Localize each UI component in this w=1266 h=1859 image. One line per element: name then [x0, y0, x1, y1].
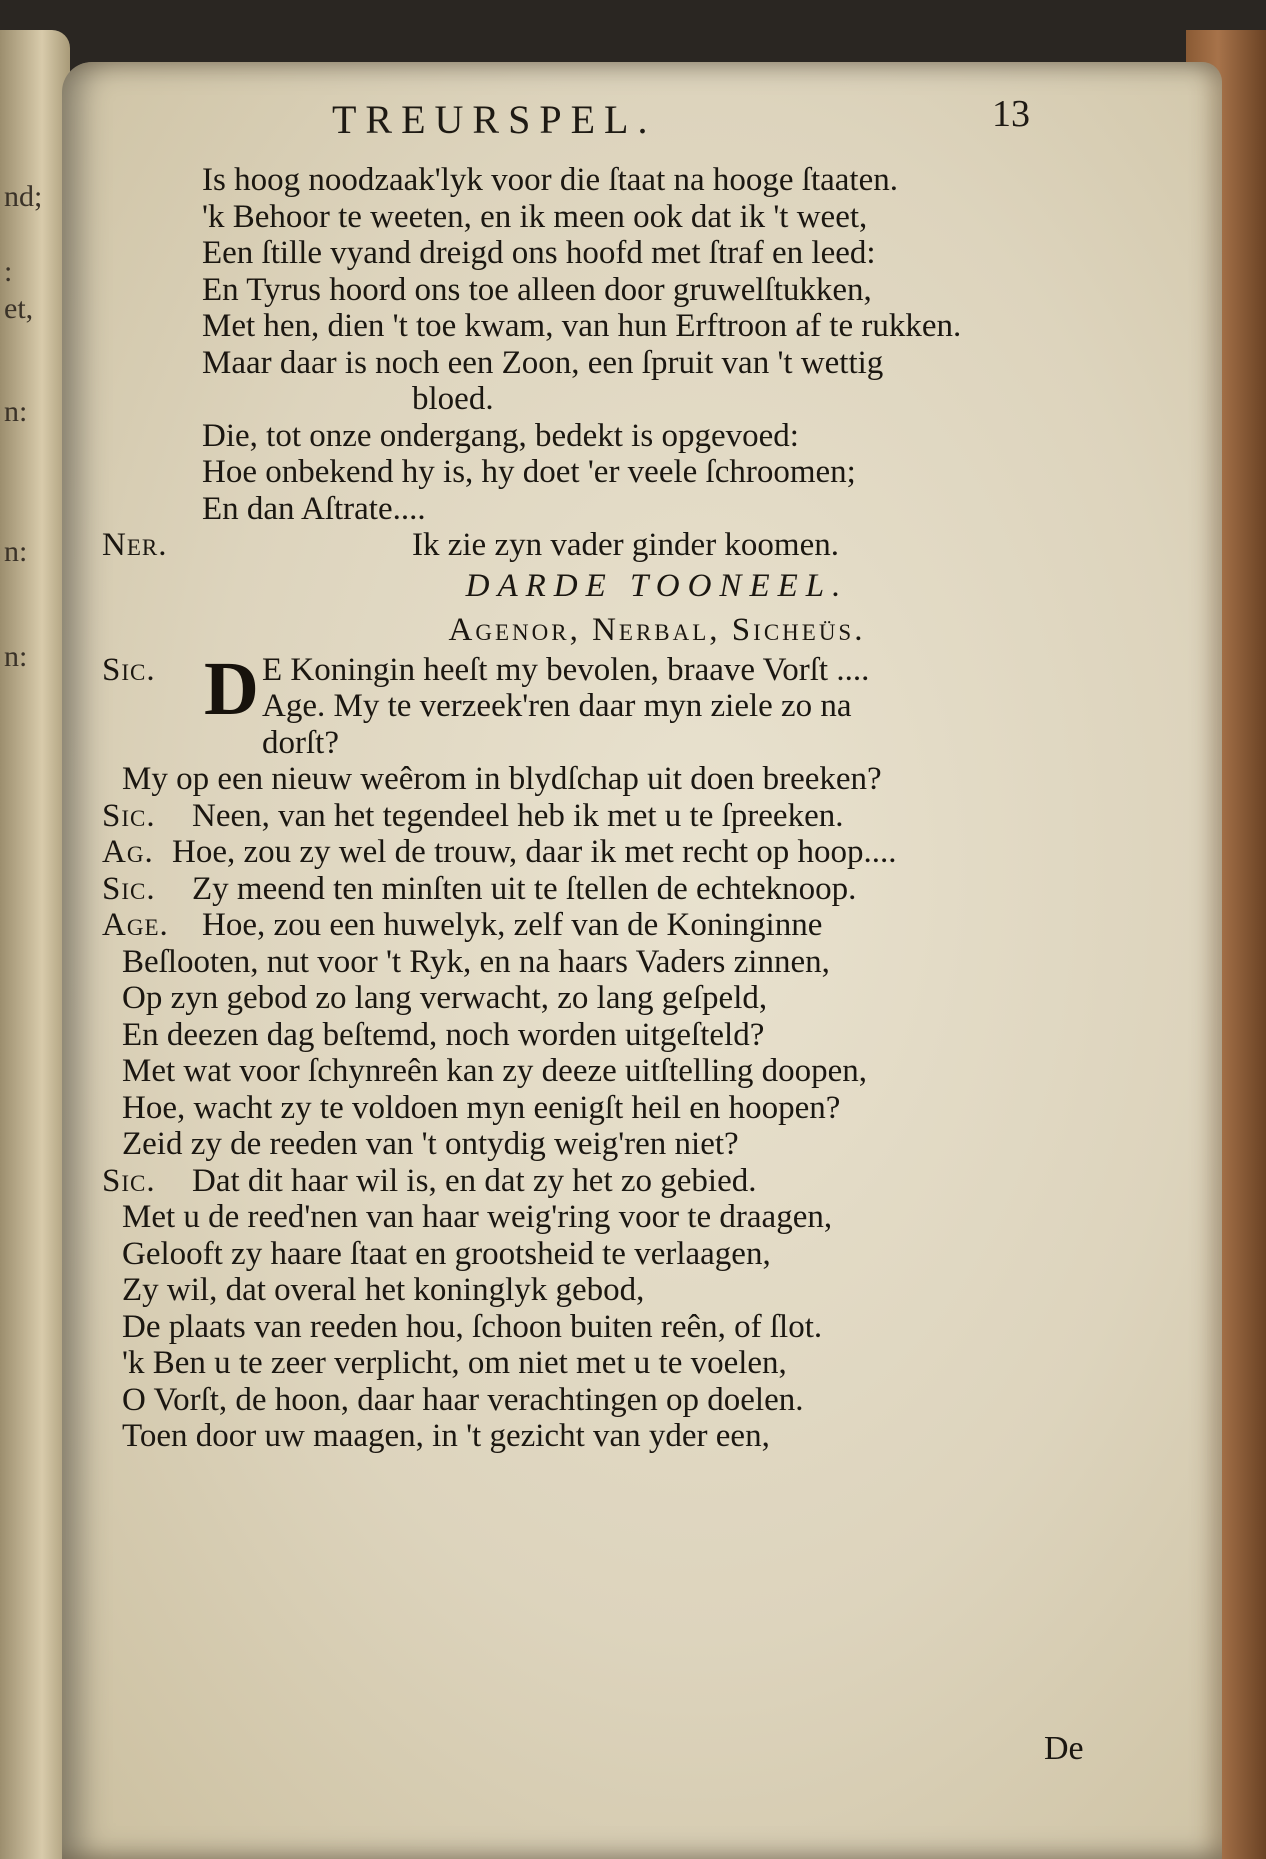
- verse-line: [102, 944, 1152, 981]
- facing-page-fragment: n:: [4, 640, 28, 673]
- verse-text: Een ſtille vyand dreigd ons hoofd met ſtraf en leed:: [202, 235, 876, 271]
- verse-text: Met hen, dien 't toe kwam, van hun Erftroon af te rukken.: [202, 308, 962, 344]
- scene-characters: Agenor, Nerbal, Sicheüs.: [448, 611, 866, 648]
- verse-text: Beſlooten, nut voor 't Ryk, en na haars Vaders zinnen,: [122, 943, 830, 980]
- catchword: De: [1044, 1730, 1084, 1767]
- verse-text: Neen, van het tegendeel heb ik met u te ſpreeken.: [192, 797, 844, 834]
- speaker-label: Age.: [102, 907, 169, 943]
- verse-text: Ik zie zyn vader ginder koomen.: [412, 527, 840, 563]
- verse-line: [102, 308, 1152, 345]
- verse-line: [102, 688, 1152, 725]
- verse-line: [102, 454, 1152, 491]
- verse-text: Is hoog noodzaak'lyk voor die ſtaat na hooge ſtaaten.: [202, 162, 898, 198]
- scene-title: DARDE TOONEEL.: [465, 567, 849, 604]
- verse-text: En Tyrus hoord ons toe alleen door gruwelſtukken,: [202, 271, 872, 308]
- verse-text: E Koningin heeſt my bevolen, braave Vorſt ....: [262, 651, 870, 688]
- page-header: [62, 93, 1222, 156]
- verse-line: [102, 527, 1152, 564]
- verse-text: Gelooft zy haare ſtaat en grootsheid te verlaagen,: [122, 1235, 771, 1272]
- verse-text: Hoe onbekend hy is, hy doet 'er veele ſchroomen;: [202, 454, 856, 490]
- speech-block-bottom: [102, 646, 1152, 1455]
- verse-line: [102, 1017, 1152, 1054]
- verse-text: My op een nieuw weêrom in blydſchap uit doen breeken?: [122, 761, 882, 797]
- verse-text: Toen door uw maagen, in 't gezicht van yder een,: [122, 1418, 770, 1454]
- verse-text: Hoe, zou een huwelyk, zelf van de Koninginne: [202, 907, 823, 943]
- speaker-label: Ner.: [102, 527, 168, 563]
- verse-text: Met u de reed'nen van haar weig'ring voor te draagen,: [122, 1199, 833, 1235]
- page-number: 13: [992, 93, 1030, 135]
- facing-page-fragment: :: [4, 255, 13, 288]
- verse-text: Hoe, zou zy wel de trouw, daar ik met recht op hoop....: [172, 834, 897, 870]
- verse-line: [102, 1053, 1152, 1090]
- verse-text: Hoe, wacht zy te voldoen myn eenigſt heil en hoopen?: [122, 1089, 841, 1126]
- verse-text: Zeid zy de reeden van 't ontydig weig'ren niet?: [122, 1126, 739, 1162]
- verse-line: [102, 162, 1152, 199]
- speaker-label: Sic.: [102, 797, 156, 834]
- verse-text: 'k Ben u te zeer verplicht, om niet met u te voelen,: [122, 1345, 787, 1381]
- verse-line: [102, 1236, 1152, 1273]
- verse-line: [102, 798, 1152, 835]
- verse-line: [102, 1418, 1152, 1455]
- verse-line: [102, 761, 1152, 798]
- verse-line: [102, 1272, 1152, 1309]
- verse-line: [102, 381, 1152, 418]
- verse-text: En deezen dag beſtemd, noch worden uitgeſteld?: [122, 1016, 765, 1053]
- verse-text: bloed.: [412, 381, 494, 417]
- verse-line: [102, 1309, 1152, 1346]
- verse-line: [102, 871, 1152, 908]
- verse-line: [102, 272, 1152, 309]
- verse-text: Zy meend ten minſten uit te ſtellen de echteknoop.: [192, 870, 857, 907]
- verse-line: [102, 980, 1152, 1017]
- facing-page-fragment: nd;: [4, 180, 43, 213]
- verse-text: En dan Aſtrate....: [202, 490, 426, 527]
- verse-text: Die, tot onze ondergang, bedekt is opgevoed:: [202, 417, 799, 454]
- verse-line: [102, 1090, 1152, 1127]
- facing-page-edge: [0, 30, 70, 1859]
- drop-cap: D: [204, 646, 259, 731]
- verse-line: [102, 1345, 1152, 1382]
- facing-page-fragment: n:: [4, 535, 28, 568]
- speaker-label: Ag.: [102, 834, 154, 870]
- facing-page-fragment: n:: [4, 395, 28, 428]
- verse-line: [102, 907, 1152, 944]
- verse-line: [102, 834, 1152, 871]
- verse-line: [102, 491, 1152, 528]
- verse-line: [102, 652, 1152, 689]
- verse-text: Dat dit haar wil is, en dat zy het zo gebied.: [192, 1162, 757, 1199]
- speaker-label: Sic.: [102, 870, 156, 907]
- speaker-label: Sic.: [102, 651, 156, 688]
- page-body: [102, 162, 1152, 1455]
- verse-text: Maar daar is noch een Zoon, een ſpruit van 't wettig: [202, 344, 884, 381]
- verse-text: Age. My te verzeek'ren daar myn ziele zo na: [262, 688, 852, 724]
- verse-text: Op zyn gebod zo lang verwacht, zo lang geſpeld,: [122, 980, 768, 1016]
- verse-line: [102, 1163, 1152, 1200]
- verse-line: [102, 1126, 1152, 1163]
- verse-line: [102, 725, 1152, 762]
- verse-text: Met wat voor ſchynreên kan zy deeze uitſtelling doopen,: [122, 1053, 867, 1089]
- speaker-label: Sic.: [102, 1162, 156, 1199]
- book-page: [62, 62, 1222, 1859]
- running-head: TREURSPEL.: [332, 97, 657, 142]
- speech-block-top: [102, 162, 1152, 564]
- verse-text: dorſt?: [262, 724, 339, 761]
- verse-line: [102, 1199, 1152, 1236]
- verse-text: Zy wil, dat overal het koninglyk gebod,: [122, 1272, 645, 1308]
- verse-line: [102, 418, 1152, 455]
- verse-line: [102, 1382, 1152, 1419]
- verse-line: [102, 235, 1152, 272]
- verse-text: 'k Behoor te weeten, en ik meen ook dat ik 't weet,: [202, 198, 868, 235]
- verse-line: [102, 345, 1152, 382]
- verse-line: [102, 199, 1152, 236]
- verse-text: O Vorſt, de hoon, daar haar verachtingen op doelen.: [122, 1381, 804, 1418]
- verse-text: De plaats van reeden hou, ſchoon buiten reên, of ſlot.: [122, 1308, 823, 1345]
- facing-page-fragment: et,: [4, 292, 34, 325]
